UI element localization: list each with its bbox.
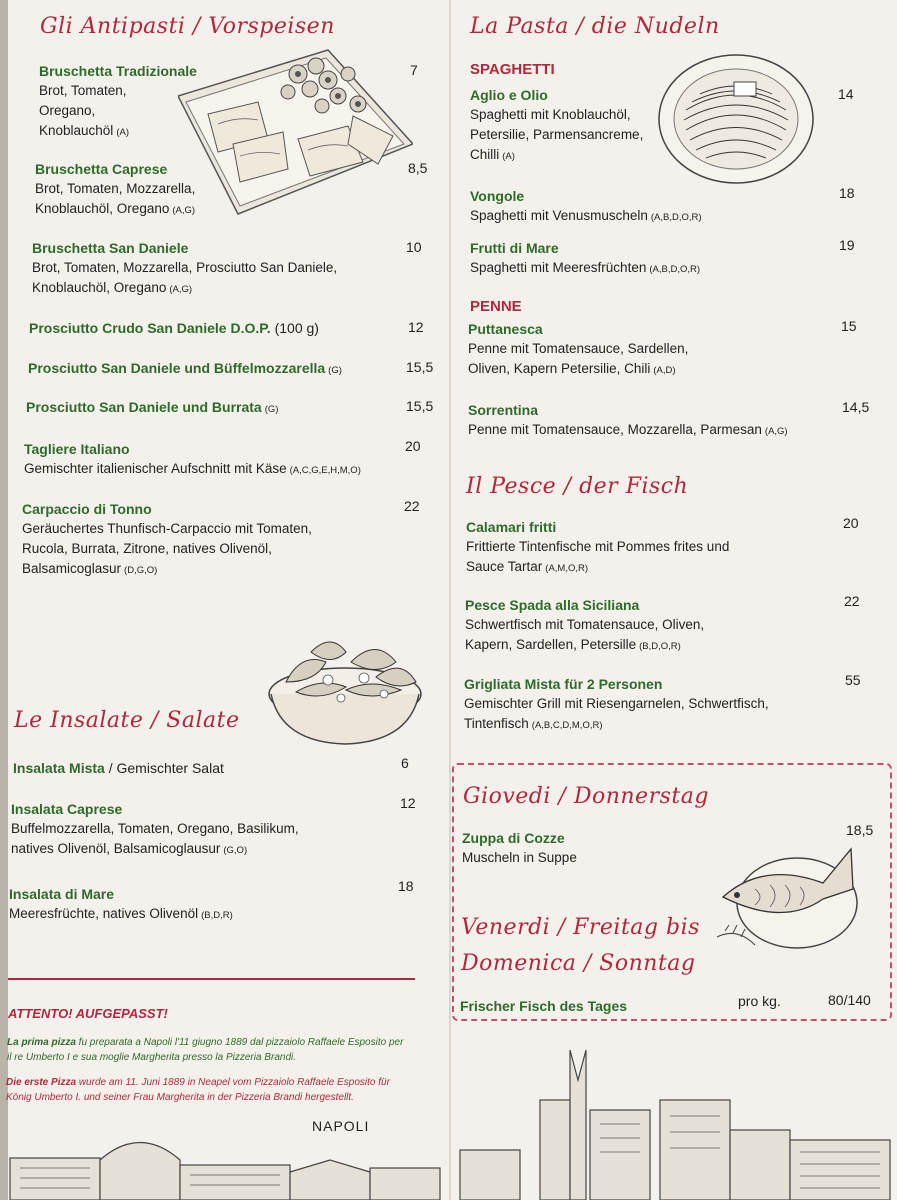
item-desc: Balsamicoglasur	[22, 561, 122, 576]
item-portion: (100 g)	[274, 320, 319, 336]
item-price: 20	[405, 438, 421, 454]
column-divider	[449, 0, 451, 1200]
red-divider	[8, 978, 415, 980]
item-price: 18	[839, 185, 855, 201]
pasta-title: La Pasta / die Nudeln	[470, 14, 720, 39]
menu-item	[465, 596, 704, 657]
allergen-codes: (A,B,C,D,M,O,R)	[531, 720, 603, 731]
allergen-codes: (A,G)	[172, 205, 196, 216]
menu-item	[468, 401, 788, 442]
history-lead: Die erste Pizza	[6, 1077, 77, 1088]
menu-item	[464, 675, 769, 736]
item-desc: Frittierte Tintenfische mit Pommes frites und	[466, 539, 730, 554]
item-name: Vongole	[470, 188, 525, 204]
item-desc: Buffelmozzarella, Tomaten, Oregano, Basilikum,	[11, 821, 299, 836]
menu-item	[28, 359, 342, 380]
item-name: Aglio e Olio	[470, 87, 548, 103]
menu-item	[39, 62, 197, 143]
item-desc: Spaghetti mit Venusmuscheln	[470, 208, 648, 223]
menu-item	[13, 759, 224, 778]
menu-item	[470, 86, 643, 167]
allergen-codes: (A,B,D,O,R)	[650, 212, 702, 223]
allergen-codes: (A)	[502, 151, 515, 162]
item-desc: Gemischter Grill mit Riesengarnelen, Schwertfisch,	[464, 696, 769, 711]
item-name: Frischer Fisch des Tages	[460, 998, 628, 1014]
item-name: Grigliata Mista für 2 Personen	[464, 676, 663, 692]
spaghetti-plate-illustration	[656, 50, 816, 188]
item-name: Bruschetta Caprese	[35, 161, 168, 177]
item-price: 22	[844, 593, 860, 609]
item-desc: Geräuchertes Thunfisch-Carpaccio mit Tomaten,	[22, 521, 312, 536]
antipasti-title: Gli Antipasti / Vorspeisen	[40, 14, 335, 39]
item-price: 10	[406, 239, 422, 255]
menu-item	[26, 398, 278, 419]
item-desc: Petersilie, Parmensancreme,	[470, 127, 644, 142]
allergen-codes: (A,M,O,R)	[545, 563, 589, 574]
item-desc: Sauce Tartar	[466, 559, 543, 574]
item-desc: Penne mit Tomatensauce, Sardellen,	[468, 341, 689, 356]
item-price: 15,5	[406, 359, 434, 375]
item-desc: Oregano,	[39, 103, 96, 118]
item-desc: Knoblauchöl	[39, 123, 114, 138]
item-price: 19	[839, 237, 855, 253]
item-price: 12	[400, 795, 416, 811]
item-price: 6	[401, 755, 409, 771]
item-name: Prosciutto San Daniele und Burrata	[26, 399, 262, 415]
item-desc: Knoblauchöl, Oregano	[35, 201, 170, 216]
item-price: 12	[408, 319, 424, 335]
menu-item	[460, 997, 627, 1016]
item-desc: Oliven, Kapern Petersilie, Chili	[468, 361, 651, 376]
item-price: 80/140	[828, 992, 871, 1008]
menu-item	[468, 320, 688, 381]
salad-bowl-illustration	[266, 632, 424, 750]
allergen-codes: (A)	[116, 127, 129, 138]
item-desc: Meeresfrüchte, natives Olivenöl	[9, 906, 199, 921]
menu-item	[470, 187, 702, 228]
item-desc: Gemischter italienischer Aufschnitt mit Käse	[24, 461, 287, 476]
weekend-title-2: Domenica / Sonntag	[461, 951, 696, 976]
allergen-codes: (G)	[264, 404, 279, 415]
item-name: Pesce Spada alla Siciliana	[465, 597, 640, 613]
allergen-codes: (A,G)	[764, 426, 788, 437]
menu-item	[470, 239, 700, 280]
menu-item	[22, 500, 312, 581]
item-name: Sorrentina	[468, 402, 539, 418]
item-name: Bruschetta San Daniele	[32, 240, 189, 256]
item-name: Bruschetta Tradizionale	[39, 63, 197, 79]
allergen-codes: (A,C,G,E,H,M,O)	[289, 465, 361, 476]
item-price: 22	[404, 498, 420, 514]
antipasti-platter-illustration	[178, 44, 413, 216]
item-name: Prosciutto Crudo San Daniele D.O.P.	[29, 320, 271, 336]
item-desc: Spaghetti mit Knoblauchöl,	[470, 107, 631, 122]
item-name: Prosciutto San Daniele und Büffelmozzarella	[28, 360, 326, 376]
item-price: 20	[843, 515, 859, 531]
item-price: 15	[841, 318, 857, 334]
item-desc: Schwertfisch mit Tomatensauce, Oliven,	[465, 617, 705, 632]
allergen-codes: (D,G,O)	[124, 565, 158, 576]
item-name: Tagliere Italiano	[24, 441, 130, 457]
item-desc: Knoblauchöl, Oregano	[32, 280, 167, 295]
history-lead: La prima pizza	[7, 1037, 76, 1048]
item-name: Puttanesca	[468, 321, 543, 337]
penne-label: PENNE	[470, 298, 522, 315]
item-price: 14	[838, 86, 854, 102]
item-desc: Brot, Tomaten,	[39, 83, 127, 98]
item-name: Frutti di Mare	[470, 240, 559, 256]
napoli-skyline-illustration	[0, 1040, 897, 1200]
menu-item	[466, 518, 729, 579]
fish-plate-illustration	[715, 845, 865, 967]
insalate-title: Le Insalate / Salate	[14, 708, 240, 733]
thursday-title: Giovedi / Donnerstag	[463, 784, 709, 809]
spaghetti-label: SPAGHETTI	[470, 61, 555, 78]
item-price: 15,5	[406, 398, 434, 414]
item-price: 8,5	[408, 160, 428, 176]
item-name: Insalata Caprese	[11, 801, 123, 817]
item-desc: Kapern, Sardellen, Petersille	[465, 637, 637, 652]
menu-item	[11, 800, 299, 861]
weekend-title-1: Venerdi / Freitag bis	[461, 915, 700, 940]
city-label: NAPOLI	[312, 1118, 370, 1134]
item-price: 55	[845, 672, 861, 688]
allergen-codes: (A,D)	[653, 365, 676, 376]
history-text: wurde am 11. Juni 1889 in Neapel vom Pizzaiolo Raffaele Esposito für König Umberto I. und seiner Frau Margherita in der Pizzeria Brandi hergestellt.	[6, 1077, 390, 1103]
item-desc: Rucola, Burrata, Zitrone, natives Olivenöl,	[22, 541, 272, 556]
allergen-codes: (A,G)	[169, 284, 193, 295]
item-name: Carpaccio di Tonno	[22, 501, 152, 517]
allergen-codes: (G,O)	[223, 845, 248, 856]
item-desc: Tintenfisch	[464, 716, 529, 731]
item-name: Zuppa di Cozze	[462, 830, 565, 846]
allergen-codes: (B,D,O,R)	[639, 641, 681, 652]
item-price: 14,5	[842, 399, 870, 415]
menu-item	[29, 319, 319, 338]
history-text: fu preparata a Napoli l'11 giugno 1889 dal pizzaiolo Raffaele Esposito per il re Umberto I e sua moglie Margherita presso la Pizzeria Brandi.	[7, 1037, 404, 1063]
item-desc: Brot, Tomaten, Mozzarella, Prosciutto San Daniele,	[32, 260, 338, 275]
pesce-title: Il Pesce / der Fisch	[466, 474, 689, 499]
menu-item	[24, 440, 361, 481]
menu-item	[35, 160, 195, 221]
attento-title: ATTENTO! AUFGEPASST!	[8, 1006, 168, 1021]
item-desc: Chilli	[470, 147, 500, 162]
menu-item	[9, 885, 233, 926]
item-desc: Muscheln in Suppe	[462, 850, 577, 865]
menu-item	[32, 239, 337, 300]
item-price: 7	[410, 62, 418, 78]
item-name: Insalata di Mare	[9, 886, 115, 902]
item-unit: pro kg.	[738, 993, 781, 1009]
allergen-codes: (A,B,D,O,R)	[649, 264, 701, 275]
allergen-codes: (G)	[328, 365, 342, 376]
item-desc: Penne mit Tomatensauce, Mozzarella, Parmesan	[468, 422, 762, 437]
item-price: 18,5	[846, 822, 874, 838]
item-name: Insalata Mista	[13, 760, 105, 776]
item-name: Calamari fritti	[466, 519, 557, 535]
allergen-codes: (B,D,R)	[201, 910, 233, 921]
page-edge	[0, 0, 8, 1200]
item-price: 18	[398, 878, 414, 894]
item-desc: Spaghetti mit Meeresfrüchten	[470, 260, 647, 275]
menu-item	[462, 829, 577, 868]
item-desc: Brot, Tomaten, Mozzarella,	[35, 181, 196, 196]
item-desc: natives Olivenöl, Balsamicoglausur	[11, 841, 221, 856]
item-desc: / Gemischter Salat	[108, 760, 224, 776]
